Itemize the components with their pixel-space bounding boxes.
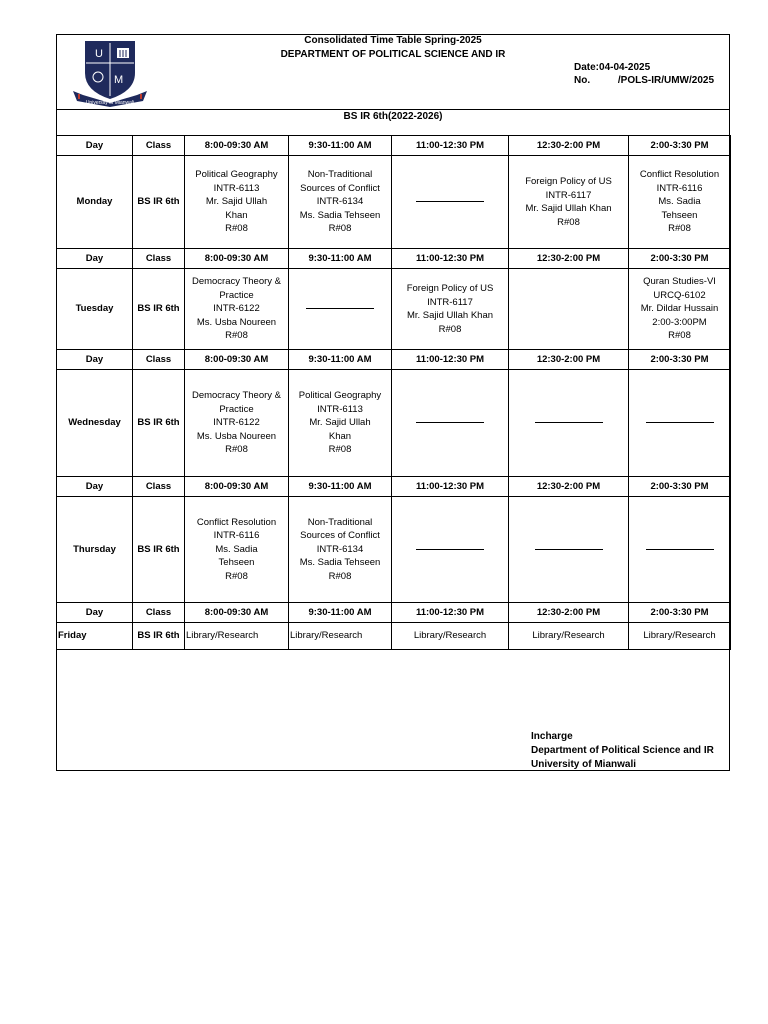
slot-cell: Democracy Theory & Practice INTR-6122 Ms. Usba Noureen R#08 [185,269,289,350]
logo-letter-m: M [114,74,124,86]
empty-slot-line [535,422,603,423]
table-header-row [57,136,731,156]
class-cell: BS IR 6th [133,370,185,477]
slot-cell-empty [392,156,509,249]
timetable-title: Consolidated Time Table Spring-2025 [304,35,482,46]
column-header-day: Day [57,603,133,623]
slot-cell: Non-Traditional Sources of Conflict INTR-6134 Ms. Sadia Tehseen R#08 [289,497,392,603]
day-cell: Thursday [57,497,133,603]
footer-university: University of Mianwali [531,759,637,770]
column-header-slot-3: 11:00-12:30 PM [392,350,509,370]
column-header-day: Day [57,249,133,269]
slot-cell: Library/Research [392,623,509,650]
table-header-row [57,350,731,370]
slot-cell-empty [392,370,509,477]
slot-cell: Quran Studies-VI URCQ-6102 Mr. Dildar Hussain 2:00-3:00PM R#08 [629,269,731,350]
column-header-slot-4: 12:30-2:00 PM [509,477,629,497]
program-title: BS IR 6th(2022-2026) [343,111,443,122]
empty-slot-line [416,549,484,550]
table-row-wednesday [57,370,731,477]
slot-cell: Political Geography INTR-6113 Mr. Sajid Ullah Khan R#08 [289,370,392,477]
column-header-slot-2: 9:30-11:00 AM [289,350,392,370]
column-header-day: Day [57,350,133,370]
column-header-slot-3: 11:00-12:30 PM [392,136,509,156]
slot-cell: Library/Research [509,623,629,650]
column-header-slot-5: 2:00-3:30 PM [629,477,731,497]
slot-cell: Foreign Policy of US INTR-6117 Mr. Sajid Ullah Khan R#08 [509,156,629,249]
column-header-slot-3: 11:00-12:30 PM [392,477,509,497]
day-cell: Friday [57,623,133,650]
column-header-slot-3: 11:00-12:30 PM [392,603,509,623]
column-header-slot-2: 9:30-11:00 AM [289,477,392,497]
document-date: Date:04-04-2025 [574,62,651,73]
slot-cell-blank [509,269,629,350]
column-header-slot-1: 8:00-09:30 AM [185,603,289,623]
empty-slot-line [646,422,714,423]
column-header-class: Class [133,477,185,497]
column-header-slot-1: 8:00-09:30 AM [185,350,289,370]
column-header-class: Class [133,249,185,269]
class-cell: BS IR 6th [133,623,185,650]
logo-letter-u: U [95,48,103,60]
column-header-slot-5: 2:00-3:30 PM [629,350,731,370]
slot-cell-empty [289,269,392,350]
slot-cell: Library/Research [629,623,731,650]
table-header-row [57,249,731,269]
column-header-slot-5: 2:00-3:30 PM [629,603,731,623]
slot-cell-empty [629,370,731,477]
column-header-day: Day [57,477,133,497]
class-cell: BS IR 6th [133,269,185,350]
logo-banner-text: University of Mianwali [85,100,135,106]
empty-slot-line [416,201,484,202]
signature-block [531,730,714,772]
table-row-friday [57,623,731,650]
column-header-slot-2: 9:30-11:00 AM [289,603,392,623]
column-header-slot-3: 11:00-12:30 PM [392,249,509,269]
column-header-slot-1: 8:00-09:30 AM [185,249,289,269]
column-header-slot-2: 9:30-11:00 AM [289,136,392,156]
empty-slot-line [646,549,714,550]
slot-cell: Conflict Resolution INTR-6116 Ms. Sadia Tehseen R#08 [185,497,289,603]
day-cell: Tuesday [57,269,133,350]
column-header-slot-2: 9:30-11:00 AM [289,249,392,269]
slot-cell: Conflict Resolution INTR-6116 Ms. Sadia Tehseen R#08 [629,156,731,249]
column-header-class: Class [133,136,185,156]
slot-cell-empty [629,497,731,603]
column-header-slot-5: 2:00-3:30 PM [629,249,731,269]
empty-slot-line [416,422,484,423]
divider [57,109,729,110]
department-title: DEPARTMENT OF POLITICAL SCIENCE AND IR [280,49,506,60]
column-header-slot-1: 8:00-09:30 AM [185,136,289,156]
slot-cell: Foreign Policy of US INTR-6117 Mr. Sajid Ullah Khan R#08 [392,269,509,350]
class-cell: BS IR 6th [133,156,185,249]
slot-cell: Political Geography INTR-6113 Mr. Sajid Ullah Khan R#08 [185,156,289,249]
empty-slot-line [535,549,603,550]
empty-slot-line [306,308,374,309]
footer-department: Department of Political Science and IR [531,745,714,756]
class-cell: BS IR 6th [133,497,185,603]
column-header-class: Class [133,603,185,623]
slot-cell: Democracy Theory & Practice INTR-6122 Ms. Usba Noureen R#08 [185,370,289,477]
timetable-sheet [56,34,730,771]
table-row-thursday [57,497,731,603]
column-header-slot-4: 12:30-2:00 PM [509,249,629,269]
table-header-row [57,603,731,623]
slot-cell: Non-Traditional Sources of Conflict INTR-6134 Ms. Sadia Tehseen R#08 [289,156,392,249]
day-cell: Monday [57,156,133,249]
column-header-day: Day [57,136,133,156]
document-number: No. /POLS-IR/UMW/2025 [574,75,715,86]
column-header-slot-4: 12:30-2:00 PM [509,350,629,370]
slot-cell: Library/Research [289,623,392,650]
timetable [56,135,731,650]
day-cell: Wednesday [57,370,133,477]
slot-cell-empty [509,497,629,603]
table-row-monday [57,156,731,249]
incharge-label: Incharge [531,731,573,742]
column-header-class: Class [133,350,185,370]
slot-cell: Library/Research [185,623,289,650]
column-header-slot-4: 12:30-2:00 PM [509,603,629,623]
column-header-slot-1: 8:00-09:30 AM [185,477,289,497]
column-header-slot-5: 2:00-3:30 PM [629,136,731,156]
column-header-slot-4: 12:30-2:00 PM [509,136,629,156]
table-row-tuesday [57,269,731,350]
slot-cell-empty [392,497,509,603]
document-header [57,35,729,109]
table-header-row [57,477,731,497]
slot-cell-empty [509,370,629,477]
